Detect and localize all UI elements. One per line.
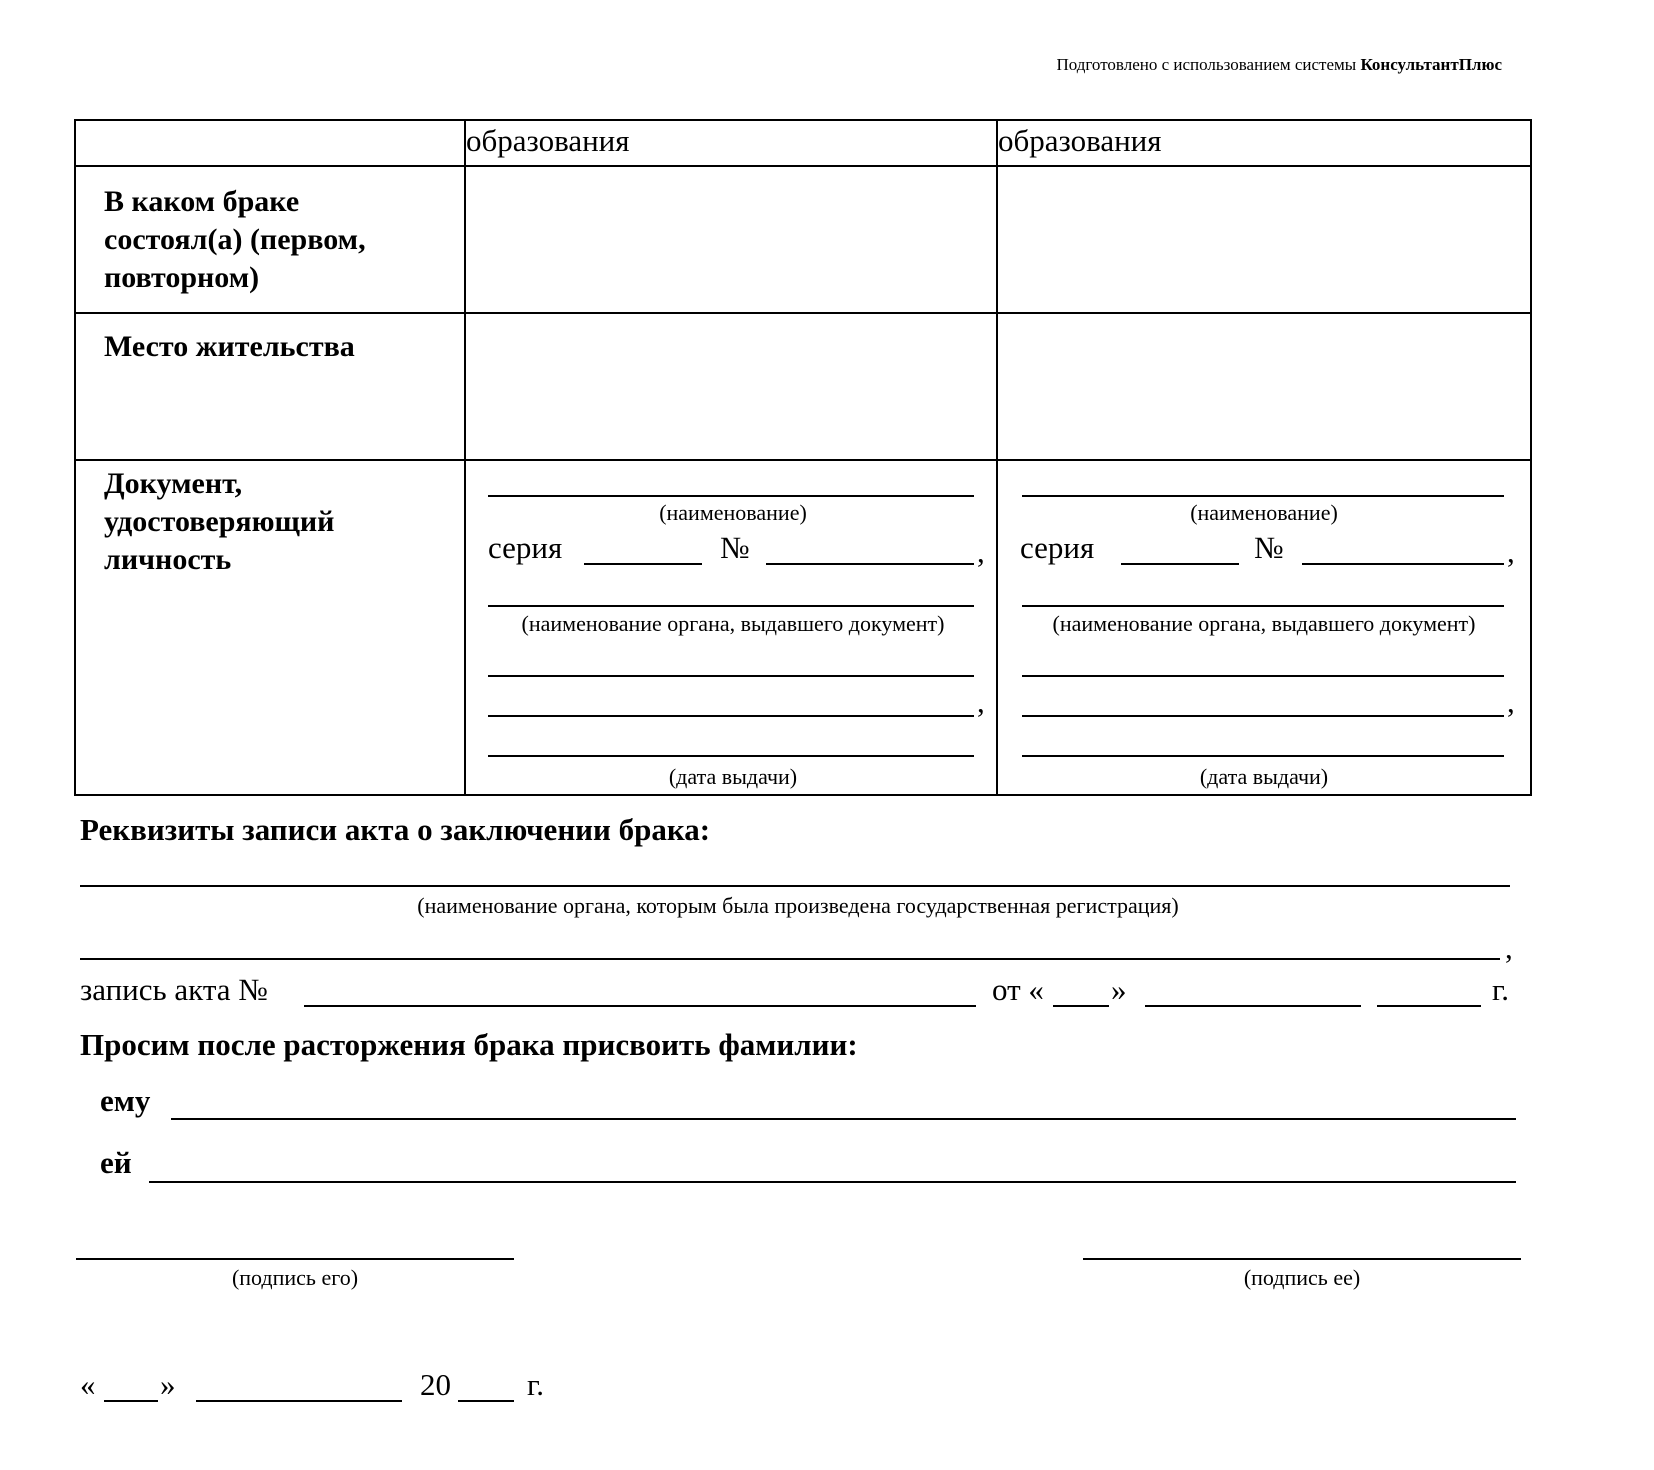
row-label-cell <box>75 313 465 460</box>
record-date-close: » <box>1111 972 1127 1007</box>
issuer-line[interactable] <box>1022 605 1504 607</box>
comma: , <box>1507 684 1515 719</box>
record-year-suffix: г. <box>1492 972 1509 1007</box>
doc-name-line[interactable] <box>488 495 974 497</box>
row-label-cell <box>75 166 465 313</box>
issuer-line-3[interactable] <box>1022 715 1504 717</box>
series-line[interactable] <box>584 563 702 565</box>
table-header-row <box>75 120 1531 166</box>
her-signature-line[interactable] <box>1083 1258 1521 1260</box>
header-prefix: Подготовлено с использованием системы <box>1056 55 1357 74</box>
date-century: 20 <box>420 1367 451 1402</box>
marriage-cell-him[interactable] <box>465 166 997 313</box>
comma: , <box>977 684 985 719</box>
row-label-cell <box>75 460 465 795</box>
date-quote-open: « <box>80 1367 96 1402</box>
date-caption: (дата выдачи) <box>1199 764 1329 789</box>
record-month-line[interactable] <box>1145 1005 1361 1007</box>
document-cell-him <box>465 460 997 795</box>
his-signature-line[interactable] <box>76 1258 514 1260</box>
applicant-table <box>74 119 1532 796</box>
empty-header-cell <box>75 120 465 166</box>
doc-name-caption: (наименование) <box>1190 500 1338 525</box>
comma: , <box>977 534 985 569</box>
issuer-line[interactable] <box>488 605 974 607</box>
residence-cell-him[interactable] <box>465 313 997 460</box>
date-month-line[interactable] <box>196 1400 402 1402</box>
him-surname-line[interactable] <box>171 1118 1516 1120</box>
date-line[interactable] <box>1022 755 1504 757</box>
issuer-caption: (наименование органа, выдавшего документ) <box>521 611 945 636</box>
document-cell-her <box>997 460 1531 795</box>
date-quote-close: » <box>160 1367 176 1402</box>
marriage-cell-her[interactable] <box>997 166 1531 313</box>
issuer-line-3[interactable] <box>488 715 974 717</box>
record-number-label: запись акта № <box>80 972 268 1007</box>
registration-org-line[interactable] <box>80 885 1510 887</box>
record-day-line[interactable] <box>1053 1005 1109 1007</box>
row-label-document: Документ, удостоверяющий личность <box>104 467 335 576</box>
table-row-marriage <box>75 166 1531 313</box>
number-sign: № <box>720 530 750 565</box>
comma: , <box>1505 930 1513 965</box>
date-year-line[interactable] <box>458 1400 514 1402</box>
page-header <box>1056 55 1502 75</box>
number-sign: № <box>1254 530 1284 565</box>
residence-cell-her[interactable] <box>997 313 1531 460</box>
date-caption: (дата выдачи) <box>668 764 798 789</box>
comma: , <box>1507 534 1515 569</box>
date-year-suffix: г. <box>527 1367 544 1402</box>
him-label: ему <box>100 1083 151 1118</box>
column-header-her: образования <box>997 120 1531 166</box>
date-day-line[interactable] <box>104 1400 158 1402</box>
record-date-open: от « <box>992 972 1044 1007</box>
issuer-caption: (наименование органа, выдавшего документ) <box>1052 611 1476 636</box>
her-label: ей <box>100 1145 132 1180</box>
series-line[interactable] <box>1121 563 1239 565</box>
date-line[interactable] <box>488 755 974 757</box>
series-label: серия <box>488 530 563 565</box>
table-row-residence <box>75 313 1531 460</box>
his-signature-caption: (подпись его) <box>231 1265 359 1290</box>
doc-name-caption: (наименование) <box>659 500 807 525</box>
header-brand: КонсультантПлюс <box>1360 55 1502 74</box>
table-row-document <box>75 460 1531 795</box>
record-year-line[interactable] <box>1377 1005 1481 1007</box>
registration-org-line-2[interactable] <box>80 958 1500 960</box>
doc-name-line[interactable] <box>1022 495 1504 497</box>
record-number-line[interactable] <box>304 1005 976 1007</box>
her-signature-caption: (подпись ее) <box>1243 1265 1361 1290</box>
row-label-residence: Место жительства <box>104 330 355 363</box>
number-line[interactable] <box>766 563 974 565</box>
her-surname-line[interactable] <box>149 1181 1516 1183</box>
number-line[interactable] <box>1302 563 1504 565</box>
issuer-line-2[interactable] <box>1022 675 1504 677</box>
registration-org-caption: (наименование органа, которым была произведена государственная регистрация) <box>417 893 1179 918</box>
surnames-heading: Просим после расторжения брака присвоить фамилии: <box>80 1027 858 1062</box>
marriage-record-heading: Реквизиты записи акта о заключении брака: <box>80 812 711 847</box>
series-label: серия <box>1020 530 1095 565</box>
issuer-line-2[interactable] <box>488 675 974 677</box>
column-header-him: образования <box>465 120 997 166</box>
row-label-marriage: В каком браке состоял(а) (первом, повторном) <box>104 185 366 294</box>
